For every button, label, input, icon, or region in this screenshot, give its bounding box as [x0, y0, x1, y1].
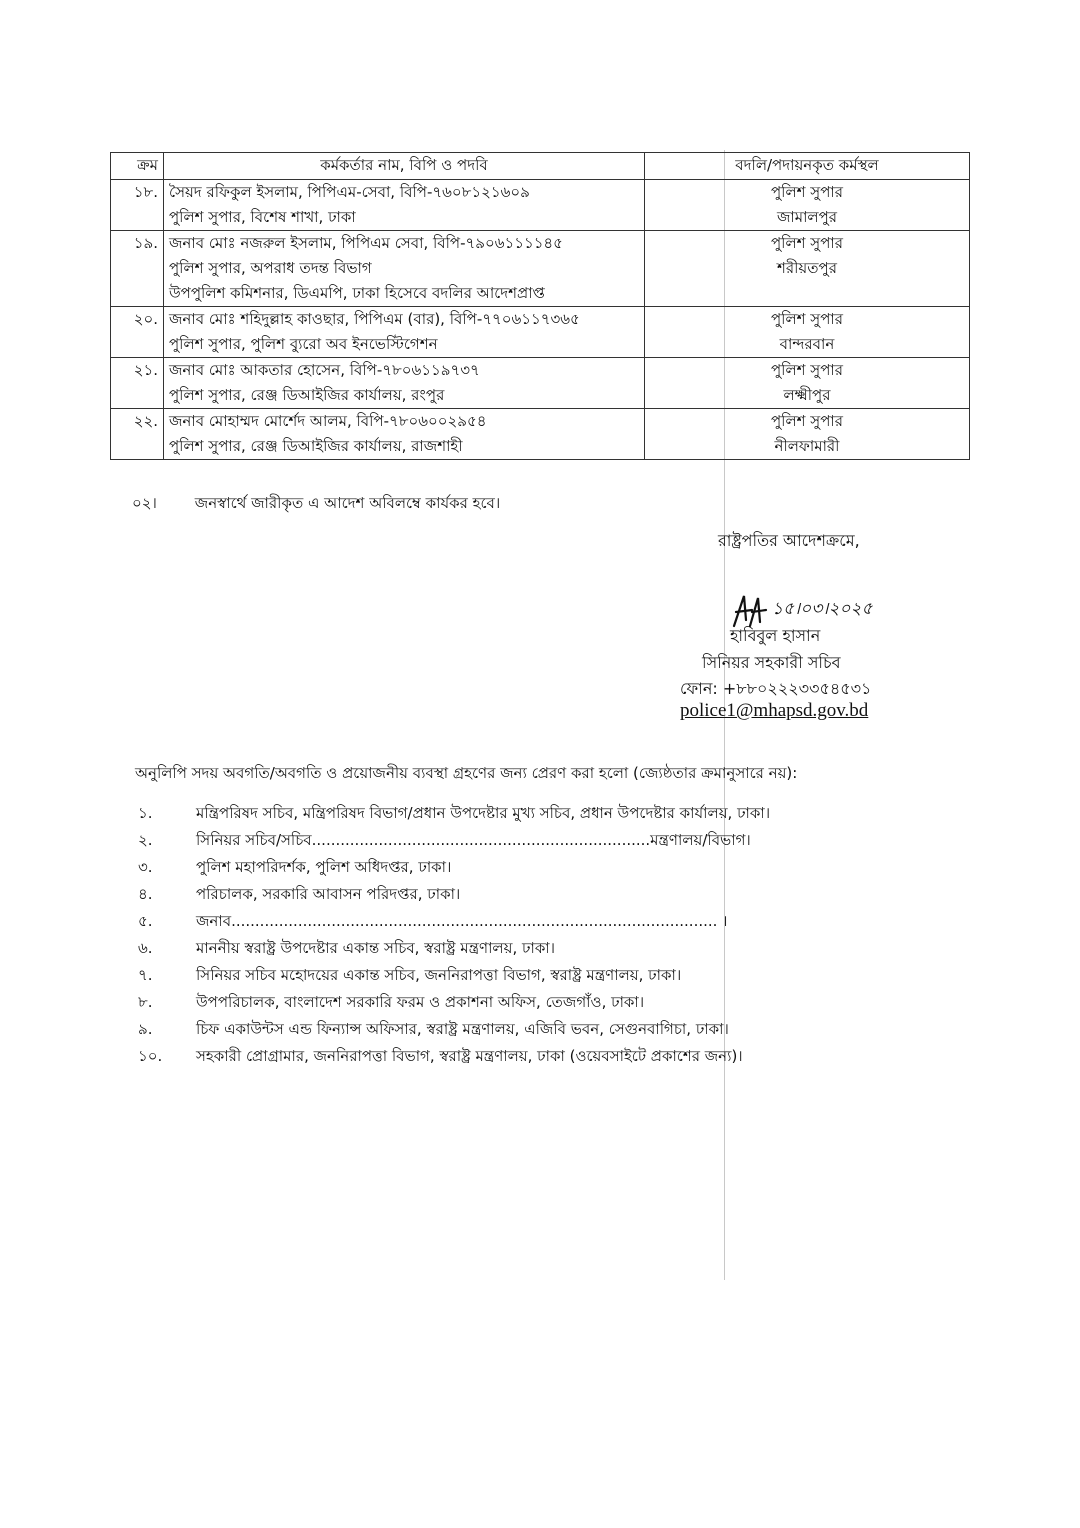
- header-posting: বদলি/পদায়নকৃত কর্মস্থল: [645, 153, 970, 180]
- officer-line: জনাব মোঃ আকতার হোসেন, বিপি-৭৮০৬১১৯৭৩৭: [169, 361, 480, 379]
- officer-line: পুলিশ সুপার, অপরাধ তদন্ত বিভাগ: [169, 259, 372, 277]
- officer-line: পুলিশ সুপার, রেঞ্জ ডিআইজির কার্যালয়, রংপুর: [169, 386, 445, 404]
- row-serial: ২০.: [111, 307, 164, 358]
- officer-line: উপপুলিশ কমিশনার, ডিএমপি, ঢাকা হিসেবে বদলির আদেশপ্রাপ্ত: [169, 284, 545, 302]
- posting-line: পুলিশ সুপার: [771, 361, 843, 379]
- officer-phone: ফোন: +৮৮০২২২৩৩৫৪৫৩১: [680, 679, 872, 698]
- item-number: ৫.: [138, 912, 153, 930]
- item-number: ৪.: [138, 885, 153, 903]
- item-number: ৯.: [138, 1020, 153, 1038]
- posting-line: পুলিশ সুপার: [771, 412, 843, 430]
- posting-line: জামালপুর: [776, 208, 838, 226]
- list-item: [138, 962, 938, 989]
- item-text: সিনিয়র সচিব/সচিব.......................................................................মন্ত্রণালয়/বিভাগ।: [196, 831, 751, 849]
- item-text: উপপরিচালক, বাংলাদেশ সরকারি ফরম ও প্রকাশনা অফিস, তেজগাঁও, ঢাকা।: [196, 993, 645, 1011]
- item-text: পুলিশ মহাপরিদর্শক, পুলিশ অধিদপ্তর, ঢাকা।: [196, 858, 452, 876]
- item-text: মন্ত্রিপরিষদ সচিব, মন্ত্রিপরিষদ বিভাগ/প্রধান উপদেষ্টার মুখ্য সচিব, প্রধান উপদেষ্টার কার্যালয়, ঢাকা।: [196, 804, 771, 822]
- officer-line: পুলিশ সুপার, বিশেষ শাখা, ঢাকা: [169, 208, 356, 226]
- item-text: সিনিয়র সচিব মহোদয়ের একান্ত সচিব, জননিরাপত্তা বিভাগ, স্বরাষ্ট্র মন্ত্রণালয়, ঢাকা।: [196, 966, 682, 984]
- posting-line: পুলিশ সুপার: [771, 183, 843, 201]
- row-posting: [645, 358, 970, 409]
- officer-line: জনাব মোহাম্মদ মোর্শেদ আলম, বিপি-৭৮০৬০০২৯৫৪: [169, 412, 487, 430]
- table-row: [111, 409, 970, 460]
- item-number: ৩.: [138, 858, 153, 876]
- item-text: মাননীয় স্বরাষ্ট্র উপদেষ্টার একান্ত সচিব, স্বরাষ্ট্র মন্ত্রণালয়, ঢাকা।: [196, 939, 556, 957]
- officer-line: জনাব মোঃ নজরুল ইসলাম, পিপিএম সেবা, বিপি-৭৯০৬১১১১৪৫: [169, 234, 563, 252]
- transfer-table: [110, 152, 970, 460]
- table-header-row: [111, 153, 970, 180]
- list-item: [138, 827, 938, 854]
- posting-line: পুলিশ সুপার: [771, 234, 843, 252]
- item-number: ১.: [138, 804, 153, 822]
- item-number: ৭.: [138, 966, 153, 984]
- table-row: [111, 180, 970, 231]
- clause-number: ০২।: [132, 494, 157, 512]
- row-officer: [164, 307, 645, 358]
- row-serial: ১৮.: [111, 180, 164, 231]
- officer-designation: সিনিয়র সহকারী সচিব: [702, 653, 841, 672]
- list-item: [138, 935, 938, 962]
- row-officer: [164, 231, 645, 307]
- row-officer: [164, 180, 645, 231]
- table-row: [111, 358, 970, 409]
- row-posting: [645, 409, 970, 460]
- table-row: [111, 307, 970, 358]
- row-posting: [645, 180, 970, 231]
- item-text: জনাব...................................................................................................... ।: [196, 912, 728, 930]
- copy-heading: অনুলিপি সদয় অবগতি/অবগতি ও প্রয়োজনীয় ব্যবস্থা গ্রহণের জন্য প্রেরণ করা হলো (জ্যেষ্ঠতার ক্রমানুসারে নয়):: [135, 764, 798, 782]
- officer-name: হাবিবুল হাসান: [730, 626, 821, 645]
- item-number: ৮.: [138, 993, 153, 1011]
- row-serial: ১৯.: [111, 231, 164, 307]
- item-number: ২.: [138, 831, 153, 849]
- posting-line: লক্ষ্মীপুর: [783, 386, 831, 404]
- item-text: পরিচালক, সরকারি আবাসন পরিদপ্তর, ঢাকা।: [196, 885, 461, 903]
- row-posting: [645, 307, 970, 358]
- posting-line: বান্দরবান: [779, 335, 835, 353]
- item-number: ৬.: [138, 939, 153, 957]
- row-officer: [164, 409, 645, 460]
- row-serial: ২১.: [111, 358, 164, 409]
- clause-text: জনস্বার্থে জারীকৃত এ আদেশ অবিলম্বে কার্যকর হবে।: [194, 494, 501, 512]
- copy-list: [138, 800, 938, 1070]
- list-item: [138, 854, 938, 881]
- row-posting: [645, 231, 970, 307]
- list-item: [138, 989, 938, 1016]
- header-officer: কর্মকর্তার নাম, বিপি ও পদবি: [164, 153, 645, 180]
- officer-email[interactable]: police1@mhapsd.gov.bd: [680, 700, 869, 721]
- effect-clause: [132, 492, 500, 517]
- officer-line: পুলিশ সুপার, রেঞ্জ ডিআইজির কার্যালয়, রাজশাহী: [169, 437, 463, 455]
- officer-line: সৈয়দ রফিকুল ইসলাম, পিপিএম-সেবা, বিপি-৭৬০৮১২১৬০৯: [169, 183, 530, 201]
- list-item: [138, 908, 938, 935]
- item-text: সহকারী প্রোগ্রামার, জননিরাপত্তা বিভাগ, স্বরাষ্ট্র মন্ত্রণালয়, ঢাকা (ওয়েবসাইটে প্রকাশের জন্য)।: [196, 1047, 743, 1065]
- posting-line: শরীয়তপুর: [777, 259, 837, 277]
- posting-line: পুলিশ সুপার: [771, 310, 843, 328]
- list-item: [138, 1043, 938, 1070]
- list-item: [138, 1016, 938, 1043]
- item-number: ১০.: [138, 1047, 163, 1065]
- list-item: [138, 881, 938, 908]
- row-officer: [164, 358, 645, 409]
- row-serial: ২২.: [111, 409, 164, 460]
- signed-date: ১৫।০৩।২০২৫: [772, 599, 873, 619]
- order-line: রাষ্ট্রপতির আদেশক্রমে,: [718, 531, 860, 550]
- officer-line: জনাব মোঃ শহিদুল্লাহ কাওছার, পিপিএম (বার), বিপি-৭৭০৬১১৭৩৬৫: [169, 310, 580, 328]
- officer-line: পুলিশ সুপার, পুলিশ ব্যুরো অব ইনভেস্টিগেশন: [169, 335, 438, 353]
- list-item: [138, 800, 938, 827]
- header-serial: ক্রম: [111, 153, 164, 180]
- item-text: চিফ একাউন্টস এন্ড ফিন্যান্স অফিসার, স্বরাষ্ট্র মন্ত্রণালয়, এজিবি ভবন, সেগুনবাগিচা, ঢাকা।: [196, 1020, 729, 1038]
- table-row: [111, 231, 970, 307]
- posting-line: নীলফামারী: [774, 437, 840, 455]
